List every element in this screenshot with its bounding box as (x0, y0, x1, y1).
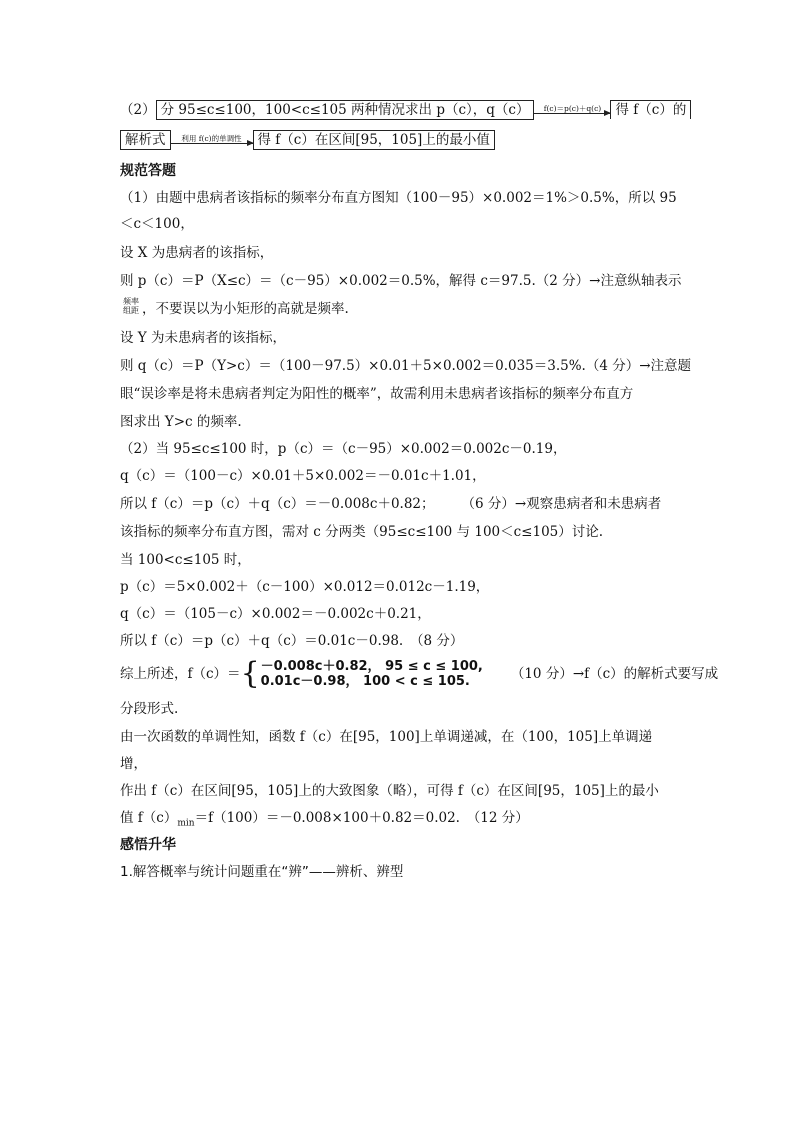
text-line-11: q（c）＝（100－c）×0.01＋5×0.002＝－0.01c＋1.01， (120, 468, 486, 484)
text-line-7: 则 q（c）＝P（Y>c）＝（100－97.5）×0.01＋5×0.002＝0.035＝3.5%.（4 分）→注意题 (120, 358, 692, 374)
heading-insight: 感悟升华 (120, 837, 176, 853)
min-value-prefix: 值 f（c） (120, 810, 178, 826)
text-line-15: p（c）＝5×0.002＋（c－100）×0.012＝0.012c－1.19， (120, 579, 490, 595)
flow-box-minimum: 得 f（c）在区间[95，105]上的最小值 (253, 130, 495, 150)
text-line-19: 分段形式. (120, 701, 179, 717)
flow-row-1 (120, 100, 691, 120)
piecewise-line (120, 656, 718, 691)
fraction-label-frequency-per-width: 频率 组距 (123, 297, 139, 315)
heading-standard-answer: 规范答题 (120, 163, 176, 179)
piecewise-case-2: 0.01c－0.98， 100 < c ≤ 105. (260, 673, 470, 689)
flow-prefix: （2） (120, 102, 156, 118)
text-line-13: 该指标的频率分布直方图，需对 c 分两类（95≤c≤100 与 100＜c≤105）讨论. (120, 524, 604, 540)
piecewise-prefix: 综上所述，f（c）＝ (120, 665, 241, 682)
text-line-16: q（c）＝（105－c）×0.002＝－0.002c＋0.21， (120, 606, 431, 622)
left-brace-icon: { (240, 655, 260, 691)
text-line-10: （2）当 95≤c≤100 时，p（c）＝（c－95）×0.002＝0.002c－0.19， (120, 441, 567, 457)
text-line-12: 所以 f（c）＝p（c）＋q（c）＝－0.008c＋0.82； （6 分）→观察患病者和未患病者 (120, 496, 662, 512)
arrow-right-icon (171, 143, 253, 144)
flow-arrow-monotone (171, 134, 253, 150)
text-line-8: 眼“误诊率是将未患病者判定为阳性的概率”，故需利用未患病者该指标的频率分布直方 (120, 386, 634, 402)
text-line-2: ＜c＜100， (120, 216, 194, 232)
text-line-22: 作出 f（c）在区间[95，105]上的大致图象（略），可得 f（c）在区间[95，105]上的最小 (120, 783, 659, 799)
text-line-21: 增， (120, 756, 147, 772)
text-line-17: 所以 f（c）＝p（c）＋q（c）＝0.01c－0.98. （8 分） (120, 633, 464, 649)
min-value-rest: ＝f（100）＝－0.008×100＋0.82＝0.02. （12 分） (194, 810, 529, 826)
flow-box-cases: 分 95≤c≤100，100<c≤105 两种情况求出 p（c），q（c） (156, 100, 535, 120)
text-line-24: 1.解答概率与统计问题重在“辨”——辨析、辨型 (120, 864, 404, 880)
text-line-5: ，不要误以为小矩形的高就是频率. (142, 301, 349, 317)
piecewise-cases (261, 659, 483, 689)
flow-arrow-sum-label: f(c)＝p(c)＋q(c) (543, 104, 602, 113)
text-line-14: 当 100<c≤105 时， (120, 552, 251, 568)
text-line-23 (120, 809, 529, 833)
flow-box-result-bottom: 解析式 (120, 130, 171, 150)
flow-box-result-top: 得 f（c）的 (610, 100, 691, 119)
flow-arrow-sum (534, 104, 610, 120)
text-line-20: 由一次函数的单调性知，函数 f（c）在[95，100]上单调递减，在（100，105]上单调递 (120, 729, 653, 745)
text-line-4: 则 p（c）＝P（X≤c）＝（c－95）×0.002＝0.5%，解得 c＝97.5.（2 分）→注意纵轴表示 (120, 273, 682, 289)
min-subscript: min (177, 818, 195, 829)
text-line-3: 设 X 为患病者的该指标， (120, 245, 274, 261)
piecewise-case-1: －0.008c＋0.82， 95 ≤ c ≤ 100, (260, 658, 483, 674)
arrow-right-icon (534, 113, 610, 114)
text-line-6: 设 Y 为未患病者的该指标， (120, 330, 286, 346)
flow-arrow-monotone-label: 利用 f(c)的单调性 (181, 134, 242, 143)
text-line-9: 图求出 Y>c 的频率. (120, 414, 242, 430)
piecewise-suffix: （10 分）→f（c）的解析式要写成 (510, 665, 719, 682)
text-line-1: （1）由题中患病者该指标的频率分布直方图知（100－95）×0.002＝1%＞0.5%，所以 95 (120, 190, 677, 206)
flow-row-2 (120, 130, 495, 150)
